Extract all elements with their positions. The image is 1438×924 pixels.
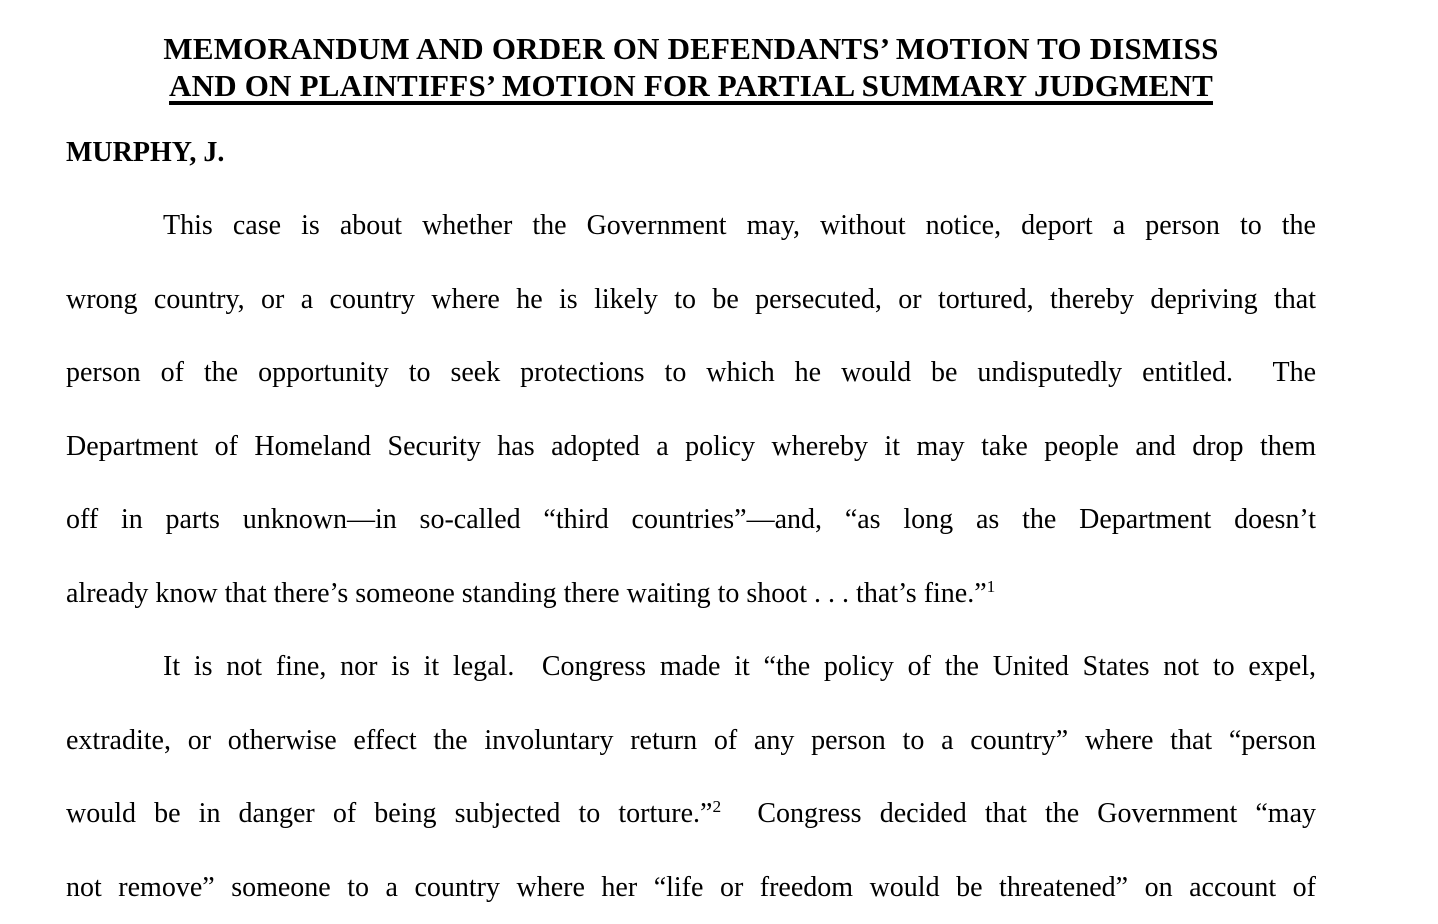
paragraph-2-line-2: extradite, or otherwise effect the involuntary return of any person to a country” where that “person — [66, 724, 1316, 756]
title-line-1: MEMORANDUM AND ORDER ON DEFENDANTS’ MOTION TO DISMISS — [163, 31, 1219, 66]
paragraph-2-line-3-text-b: Congress decided that the Government “may — [721, 798, 1317, 829]
footnote-ref-2: 2 — [712, 797, 722, 817]
document-content — [66, 0, 1316, 924]
paragraph-2-line-1: It is not fine, nor is it legal. Congress made it “the policy of the United States not to expel, — [163, 651, 1316, 682]
paragraph-2-line-4: not remove” someone to a country where her “life or freedom would be threatened” on account of — [66, 871, 1316, 903]
paragraph-1-line-4: Department of Homeland Security has adopted a policy whereby it may take people and drop them — [66, 430, 1316, 462]
paragraph-1-line-3: person of the opportunity to seek protections to which he would be undisputedly entitled. The — [66, 357, 1316, 388]
judge-name: MURPHY, J. — [66, 137, 225, 168]
title-line-2 — [66, 67, 1316, 104]
footnote-ref-1: 1 — [986, 576, 996, 596]
paragraph-2-line-3 — [66, 777, 1316, 851]
paragraph-1-line-5: off in parts unknown—in so-called “third countries”—and, “as long as the Department doesn’t — [66, 504, 1316, 535]
title-line-2-text: AND ON PLAINTIFFS’ MOTION FOR PARTIAL SUMMARY JUDGMENT — [169, 68, 1213, 103]
document-title — [66, 0, 1316, 104]
document-body — [66, 189, 1316, 924]
paragraph-1-line-1: This case is about whether the Government may, without notice, deport a person to the — [163, 210, 1316, 241]
paragraph-1-line-6-text: already know that there’s someone standing there waiting to shoot . . . that’s fine.” — [66, 577, 987, 609]
paragraph-2-line-3-text-a: would be in danger of being subjected to torture.” — [66, 798, 713, 829]
paragraph-1-line-2: wrong country, or a country where he is likely to be persecuted, or tortured, thereby depriving that — [66, 283, 1316, 315]
